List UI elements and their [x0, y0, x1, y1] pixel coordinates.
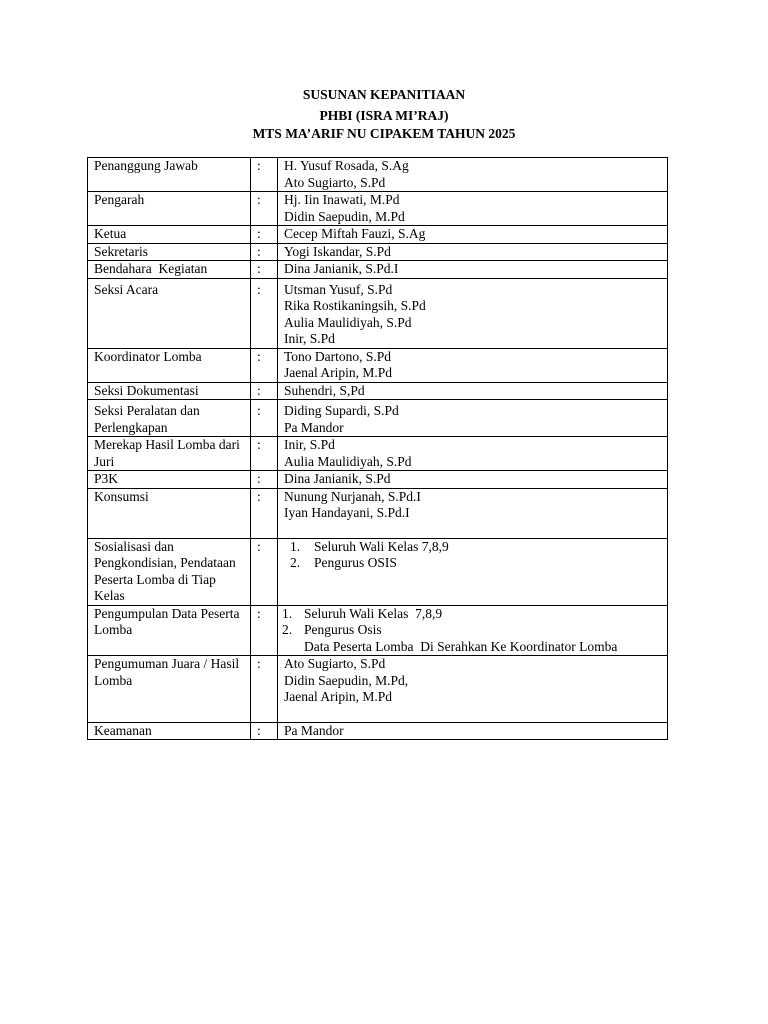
member-name: Aulia Maulidiyah, S.Pd — [284, 314, 412, 330]
member-name: Iyan Handayani, S.Pd.I — [284, 505, 410, 520]
names-cell — [278, 382, 668, 400]
table-row — [88, 656, 668, 723]
member-name: Dina Janianik, S.Pd.I — [284, 261, 399, 276]
separator-cell: : — [251, 226, 278, 244]
separator-cell: : — [251, 348, 278, 382]
names-cell — [278, 348, 668, 382]
table-row — [88, 605, 668, 656]
list-number: 1. — [290, 538, 301, 554]
role-cell: Merekap Hasil Lomba dari Juri — [88, 437, 251, 471]
names-cell — [278, 192, 668, 226]
blank-line — [284, 706, 661, 722]
table-row — [88, 348, 668, 382]
list-text: Seluruh Wali Kelas 7,8,9 — [304, 605, 443, 621]
member-name: Rika Rostikaningsih, S.Pd — [284, 298, 426, 313]
member-name: H. Yusuf Rosada, S.Ag — [284, 158, 409, 173]
list-note: Data Peserta Lomba Di Serahkan Ke Koordinator Lomba — [304, 638, 618, 654]
table-row — [88, 488, 668, 538]
role-cell: Pengarah — [88, 192, 251, 226]
role-cell: Penanggung Jawab — [88, 158, 251, 192]
member-name: Tono Dartono, S.Pd — [284, 348, 392, 364]
member-name: Dina Janianik, S.Pd — [284, 471, 391, 486]
numbered-list — [284, 539, 661, 572]
table-row — [88, 471, 668, 489]
role-cell: Seksi Acara — [88, 278, 251, 348]
member-name: Suhendri, S,Pd — [284, 382, 365, 398]
document-institution: MTS MA’ARIF NU CIPAKEM TAHUN 2025 — [252, 126, 516, 141]
table-row — [88, 192, 668, 226]
list-text: Seluruh Wali Kelas 7,8,9 — [314, 538, 449, 554]
separator-cell: : — [251, 488, 278, 538]
member-name: Yogi Iskandar, S.Pd — [284, 243, 391, 259]
separator-cell: : — [251, 192, 278, 226]
separator-cell: : — [251, 158, 278, 192]
role-cell: Seksi Peralatan dan Perlengkapan — [88, 400, 251, 437]
list-number: 1. — [282, 605, 293, 621]
list-item — [284, 606, 661, 623]
separator-cell: : — [251, 382, 278, 400]
names-cell — [278, 261, 668, 279]
document-header — [0, 86, 768, 143]
table-row — [88, 400, 668, 437]
member-name: Pa Mandor — [284, 722, 344, 738]
role-cell — [88, 538, 251, 605]
document-title: SUSUNAN KEPANITIAAN — [302, 87, 466, 102]
separator-cell: : — [251, 605, 278, 656]
member-name: Pa Mandor — [284, 419, 344, 435]
separator-cell: : — [251, 471, 278, 489]
table-row — [88, 278, 668, 348]
table-row — [88, 226, 668, 244]
document-subtitle: PHBI (ISRA MI’RAJ) — [319, 108, 449, 123]
names-cell — [278, 488, 668, 538]
names-cell — [278, 722, 668, 740]
table-row — [88, 243, 668, 261]
member-name: Didin Saepudin, M.Pd — [284, 208, 405, 224]
member-name: Cecep Miftah Fauzi, S.Ag — [284, 226, 426, 241]
numbered-list — [284, 606, 661, 639]
separator-cell: : — [251, 261, 278, 279]
member-name: Didin Saepudin, M.Pd, — [284, 672, 409, 688]
separator-cell: : — [251, 278, 278, 348]
member-name: Hj. Iin Inawati, M.Pd — [284, 192, 400, 207]
list-item — [284, 539, 661, 556]
member-name: Inir, S.Pd — [284, 331, 335, 346]
names-cell — [278, 437, 668, 471]
list-number: 2. — [282, 622, 293, 637]
role-label: Sosialisasi dan Pengkondisian, Pendataan Peserta Lomba di Tiap Kelas — [94, 538, 236, 603]
list-text: Pengurus OSIS — [314, 555, 397, 570]
member-name: Jaenal Aripin, M.Pd — [284, 689, 392, 704]
member-name: Aulia Maulidiyah, S.Pd — [284, 453, 412, 469]
role-cell: Sekretaris — [88, 243, 251, 261]
names-cell — [278, 471, 668, 489]
list-text: Pengurus Osis — [304, 622, 382, 637]
list-number: 2. — [290, 555, 301, 570]
separator-cell: : — [251, 538, 278, 605]
names-cell — [278, 656, 668, 723]
table-row — [88, 538, 668, 605]
names-cell — [278, 278, 668, 348]
member-name: Utsman Yusuf, S.Pd — [284, 281, 393, 297]
separator-cell: : — [251, 437, 278, 471]
role-cell: Bendahara Kegiatan — [88, 261, 251, 279]
member-name: Jaenal Aripin, M.Pd — [284, 365, 392, 380]
names-cell — [278, 243, 668, 261]
role-cell: Koordinator Lomba — [88, 348, 251, 382]
separator-cell: : — [251, 722, 278, 740]
table-row — [88, 437, 668, 471]
names-cell — [278, 400, 668, 437]
table-row — [88, 261, 668, 279]
member-name: Ato Sugiarto, S.Pd — [284, 656, 386, 671]
role-cell: Ketua — [88, 226, 251, 244]
committee-table — [87, 157, 668, 740]
member-name: Nunung Nurjanah, S.Pd.I — [284, 488, 421, 504]
role-cell: Keamanan — [88, 722, 251, 740]
names-cell — [278, 605, 668, 656]
names-cell — [278, 226, 668, 244]
separator-cell: : — [251, 243, 278, 261]
role-cell: Pengumpulan Data Peserta Lomba — [88, 605, 251, 656]
member-name: Inir, S.Pd — [284, 437, 335, 452]
separator-cell: : — [251, 400, 278, 437]
table-row — [88, 158, 668, 192]
role-cell: Pengumuman Juara / Hasil Lomba — [88, 656, 251, 723]
member-name: Ato Sugiarto, S.Pd — [284, 174, 386, 190]
list-item — [284, 555, 661, 572]
separator-cell: : — [251, 656, 278, 723]
blank-line — [284, 522, 661, 538]
names-cell — [278, 158, 668, 192]
list-item — [284, 622, 661, 639]
member-name: Diding Supardi, S.Pd — [284, 403, 399, 418]
table-row — [88, 722, 668, 740]
role-cell: Seksi Dokumentasi — [88, 382, 251, 400]
role-cell: P3K — [88, 471, 251, 489]
names-cell — [278, 538, 668, 605]
table-row — [88, 382, 668, 400]
role-cell: Konsumsi — [88, 488, 251, 538]
